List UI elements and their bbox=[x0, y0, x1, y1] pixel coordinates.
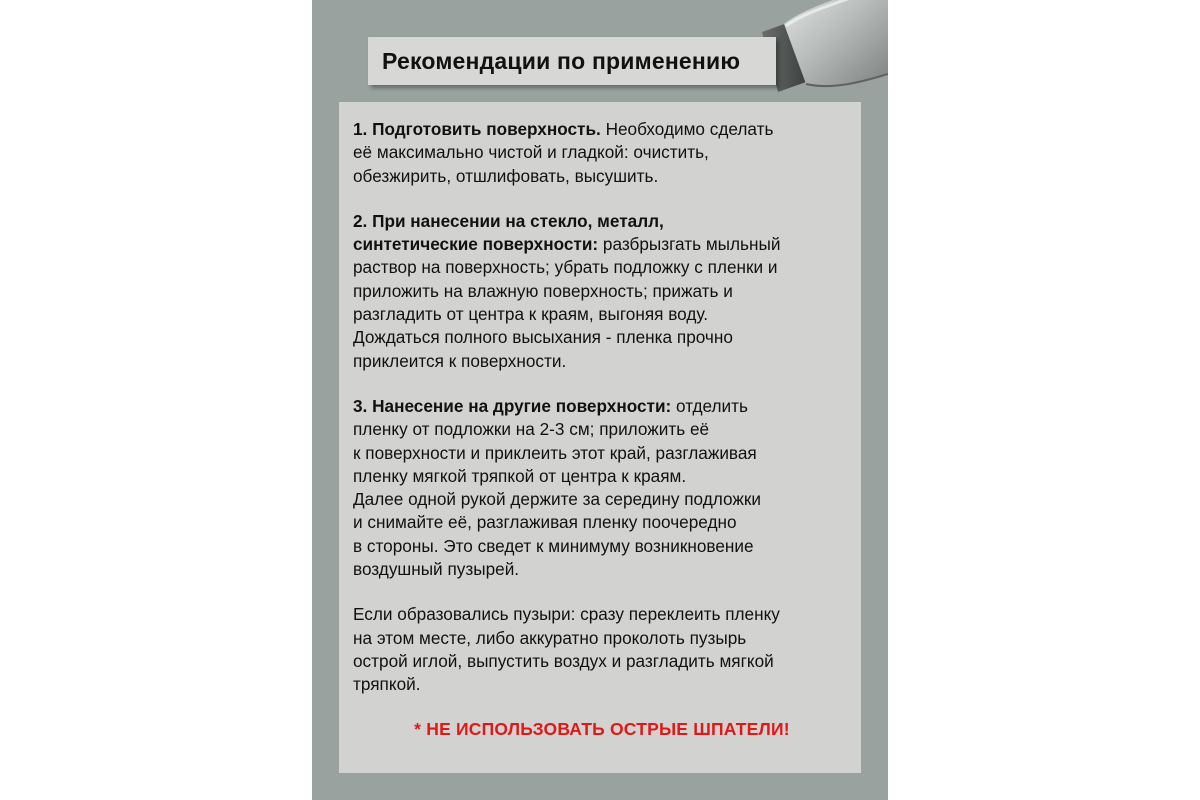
bold-heading: 3. Нанесение на другие поверхности: bbox=[353, 395, 672, 416]
text-line bbox=[353, 603, 851, 626]
text-line bbox=[353, 303, 851, 326]
text-line bbox=[353, 558, 851, 581]
line-text: тряпкой. bbox=[353, 674, 421, 695]
text-line bbox=[353, 210, 851, 233]
utility-knife-icon bbox=[762, 0, 888, 100]
title-box bbox=[368, 37, 776, 85]
text-line bbox=[353, 165, 851, 188]
instruction-paragraph bbox=[353, 118, 851, 188]
text-line bbox=[353, 465, 851, 488]
text-line bbox=[353, 627, 851, 650]
line-text: разгладить от центра к краям, выгоняя воду. bbox=[353, 304, 709, 325]
instructions-list bbox=[353, 118, 851, 697]
bold-heading: 1. Подготовить поверхность. bbox=[353, 119, 601, 139]
line-text: к поверхности и приклеить этот край, разглаживая bbox=[353, 442, 757, 463]
line-text: в стороны. Это сведет к минимуму возникновение bbox=[353, 535, 754, 556]
instruction-poster bbox=[312, 0, 888, 800]
line-text: на этом месте, либо аккуратно проколоть пузырь bbox=[353, 627, 747, 648]
bold-heading: 2. При нанесении на стекло, металл, bbox=[353, 210, 664, 231]
line-text: воздушный пузырей. bbox=[353, 559, 520, 580]
text-line bbox=[353, 535, 851, 558]
instructions-panel bbox=[339, 102, 861, 773]
line-text: и снимайте её, разглаживая пленку поочередно bbox=[353, 512, 737, 533]
text-line bbox=[353, 256, 851, 279]
line-text: острой иглой, выпустить воздух и разгладить мягкой bbox=[353, 650, 774, 671]
warning-text: * НЕ ИСПОЛЬЗОВАТЬ ОСТРЫЕ ШПАТЕЛИ! bbox=[414, 718, 790, 739]
line-text: пленку мягкой тряпкой от центра к краям. bbox=[353, 465, 687, 486]
line-text: разбрызгать мыльный bbox=[598, 234, 781, 255]
instruction-paragraph bbox=[353, 395, 851, 581]
text-line bbox=[353, 326, 851, 349]
page-title: Рекомендации по применению bbox=[382, 47, 741, 74]
line-text: приклеится к поверхности. bbox=[353, 350, 567, 371]
text-line bbox=[353, 488, 851, 511]
line-text: Если образовались пузыри: сразу переклеить пленку bbox=[353, 604, 780, 625]
instruction-paragraph bbox=[353, 603, 851, 696]
text-line bbox=[353, 280, 851, 303]
line-text: обезжирить, отшлифовать, высушить. bbox=[353, 165, 659, 186]
line-text: раствор на поверхность; убрать подложку с пленки и bbox=[353, 257, 778, 278]
text-line bbox=[353, 673, 851, 696]
text-line bbox=[353, 118, 851, 141]
text-line bbox=[353, 418, 851, 441]
line-text: отделить bbox=[671, 395, 748, 416]
line-text: Дождаться полного высыхания - пленка прочно bbox=[353, 327, 733, 348]
text-line bbox=[353, 141, 851, 164]
line-text: Далее одной рукой держите за середину подложки bbox=[353, 489, 761, 510]
text-line bbox=[353, 395, 851, 418]
text-line bbox=[353, 233, 851, 256]
text-line bbox=[353, 511, 851, 534]
line-text: Необходимо сделать bbox=[600, 119, 774, 139]
instruction-paragraph bbox=[353, 210, 851, 373]
line-text: её максимально чистой и гладкой: очистить, bbox=[353, 142, 709, 163]
line-text: приложить на влажную поверхность; прижать и bbox=[353, 280, 733, 301]
text-line bbox=[353, 650, 851, 673]
text-line bbox=[353, 442, 851, 465]
text-line bbox=[353, 350, 851, 373]
line-text: пленку от подложки на 2-3 см; приложить её bbox=[353, 419, 710, 440]
bold-heading: синтетические поверхности: bbox=[353, 234, 599, 255]
